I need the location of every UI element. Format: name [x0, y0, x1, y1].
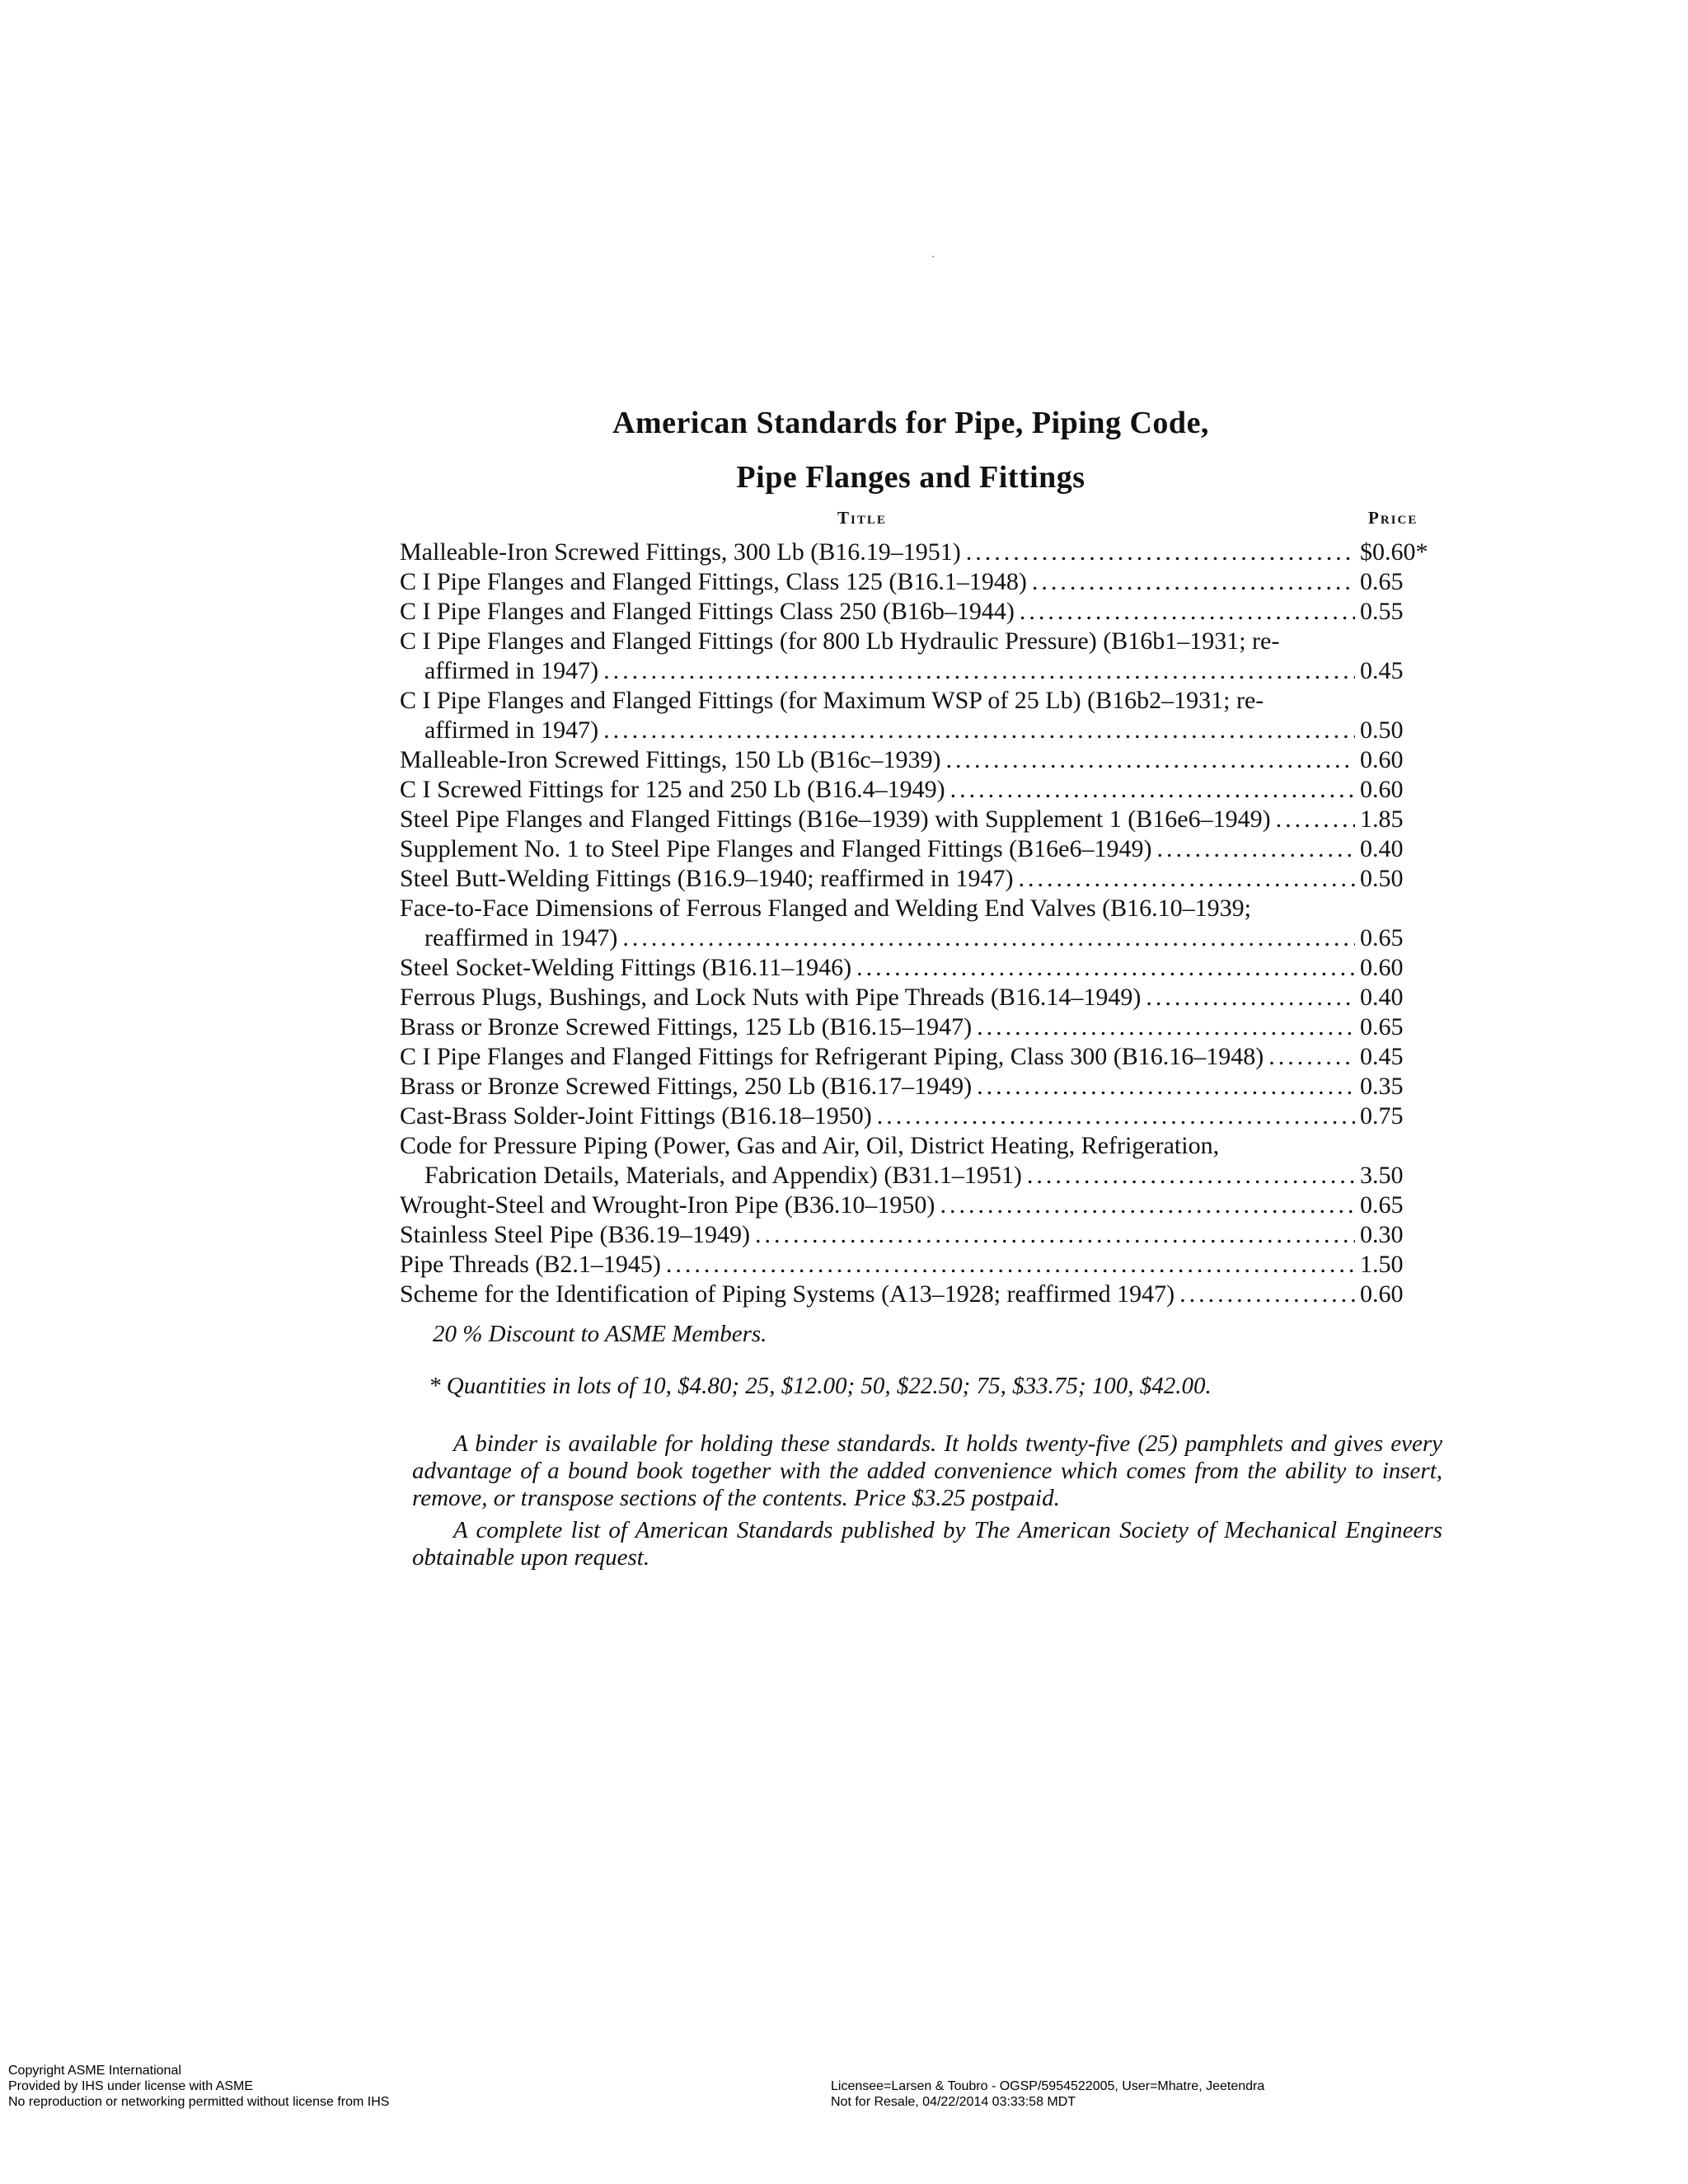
row-price: $0.60*: [1360, 538, 1428, 566]
leader-dots: [603, 656, 1355, 686]
price-row: [400, 834, 1434, 864]
discount-note: 20 % Discount to ASME Members.: [433, 1321, 767, 1347]
row-price: 0.75: [1360, 1102, 1404, 1130]
leader-dots: [1268, 1042, 1355, 1072]
row-price: 0.50: [1360, 865, 1404, 892]
row-title-line1: Code for Pressure Piping (Power, Gas and Air, Oil, District Heating, Refrigeration,: [400, 1132, 1220, 1159]
price-row: [400, 538, 1434, 567]
price-row: [400, 627, 1434, 686]
row-title: C I Screwed Fittings for 125 and 250 Lb (B16.4–1949): [400, 776, 945, 803]
row-title: Steel Socket-Welding Fittings (B16.11–1946): [400, 954, 852, 981]
price-row: [400, 1012, 1434, 1042]
row-title: Cast-Brass Solder-Joint Fittings (B16.18–1950): [400, 1102, 872, 1130]
price-list: [400, 538, 1434, 1309]
leader-dots: [1179, 1280, 1355, 1309]
row-price: 0.50: [1360, 716, 1404, 744]
row-price: 0.35: [1360, 1073, 1404, 1100]
footer-right-line: Not for Resale, 04/22/2014 03:33:58 MDT: [831, 2095, 1076, 2109]
price-row: [400, 686, 1434, 745]
leader-dots: [1020, 597, 1355, 627]
row-title-line1: C I Pipe Flanges and Flanged Fittings (for 800 Lb Hydraulic Pressure) (B16b1–1931; re-: [400, 627, 1280, 655]
price-row: [400, 775, 1434, 805]
row-title: affirmed in 1947): [424, 657, 599, 684]
quantities-note: * Quantities in lots of 10, $4.80; 25, $12.00; 50, $22.50; 75, $33.75; 100, $42.00.: [429, 1373, 1212, 1399]
row-price: 3.50: [1360, 1162, 1404, 1189]
row-title: Supplement No. 1 to Steel Pipe Flanges and Flanged Fittings (B16e6–1949): [400, 835, 1152, 862]
row-price: 0.65: [1360, 568, 1404, 595]
leader-dots: [622, 923, 1355, 953]
row-title: Wrought-Steel and Wrought-Iron Pipe (B36.10–1950): [400, 1191, 935, 1219]
footer-left: [8, 2063, 389, 2110]
row-price: 0.45: [1360, 657, 1404, 684]
price-row: [400, 1072, 1434, 1101]
leader-dots: [603, 716, 1355, 745]
row-title: Steel Pipe Flanges and Flanged Fittings (B16e–1939) with Supplement 1 (B16e6–1949): [400, 805, 1271, 833]
leader-dots: [966, 538, 1355, 567]
row-price: 0.45: [1360, 1043, 1404, 1070]
column-header-title: Title: [837, 508, 887, 528]
row-price: 0.40: [1360, 984, 1404, 1011]
price-row: [400, 953, 1434, 983]
footer-right-line: Licensee=Larsen & Toubro - OGSP/5954522005, User=Mhatre, Jeetendra: [831, 2079, 1265, 2093]
price-row: [400, 1042, 1434, 1072]
row-title: Malleable-Iron Screwed Fittings, 150 Lb (B16c–1939): [400, 746, 941, 773]
binder-note: A binder is available for holding these standards. It holds twenty-five (25) pamphlets and gives every advantage of a bound book together with the added convenience which comes from the ability to insert, remove, or transpose sections of the contents. Price $3.25 postpaid.: [412, 1430, 1442, 1511]
footer-left-line: Copyright ASME International: [8, 2064, 181, 2078]
complete-list-note: A complete list of American Standards published by The American Society of Mechanical Engineers obtainable upon request.: [412, 1517, 1442, 1571]
row-price: 0.55: [1360, 598, 1404, 625]
row-price: 0.65: [1360, 1191, 1404, 1219]
row-title: Ferrous Plugs, Bushings, and Lock Nuts with Pipe Threads (B16.14–1949): [400, 984, 1142, 1011]
page-title: [404, 396, 1418, 505]
row-price: 0.60: [1360, 1280, 1404, 1308]
row-title: C I Pipe Flanges and Flanged Fittings for Refrigerant Piping, Class 300 (B16.16–1948): [400, 1043, 1264, 1070]
leader-dots: [950, 775, 1355, 805]
leader-dots: [1027, 1161, 1355, 1191]
title-line-2: Pipe Flanges and Fittings: [736, 460, 1085, 495]
price-row: [400, 894, 1434, 953]
row-price: 0.60: [1360, 954, 1404, 981]
leader-dots: [946, 745, 1355, 775]
row-price: 0.65: [1360, 1013, 1404, 1040]
row-price: 0.60: [1360, 776, 1404, 803]
leader-dots: [1156, 834, 1355, 864]
leader-dots: [1018, 864, 1355, 894]
column-header-price: Price: [1368, 508, 1418, 528]
price-row: [400, 805, 1434, 834]
leader-dots: [1032, 567, 1355, 597]
footer-left-line: Provided by IHS under license with ASME: [8, 2079, 254, 2093]
footer-right: [831, 2078, 1264, 2110]
row-title: Pipe Threads (B2.1–1945): [400, 1251, 661, 1278]
row-price: 0.60: [1360, 746, 1404, 773]
leader-dots: [666, 1250, 1355, 1280]
row-price: 1.85: [1360, 805, 1404, 833]
leader-dots: [1146, 983, 1355, 1012]
row-title: Stainless Steel Pipe (B36.19–1949): [400, 1221, 750, 1248]
leader-dots: [940, 1191, 1355, 1220]
scan-speck: ·: [931, 251, 935, 264]
leader-dots: [977, 1012, 1355, 1042]
title-line-1: American Standards for Pipe, Piping Code,: [612, 406, 1209, 440]
row-title-line1: C I Pipe Flanges and Flanged Fittings (for Maximum WSP of 25 Lb) (B16b2–1931; re-: [400, 687, 1264, 714]
row-title: Scheme for the Identification of Piping Systems (A13–1928; reaffirmed 1947): [400, 1280, 1175, 1308]
leader-dots: [856, 953, 1355, 983]
price-row: [400, 1131, 1434, 1191]
row-title: C I Pipe Flanges and Flanged Fittings Class 250 (B16b–1944): [400, 598, 1015, 625]
price-row: [400, 745, 1434, 775]
row-title: Fabrication Details, Materials, and Appendix) (B31.1–1951): [424, 1162, 1022, 1189]
price-row: [400, 1220, 1434, 1250]
row-title-line1: Face-to-Face Dimensions of Ferrous Flanged and Welding End Valves (B16.10–1939;: [400, 895, 1251, 922]
price-row: [400, 567, 1434, 597]
price-row: [400, 1191, 1434, 1220]
price-row: [400, 983, 1434, 1012]
row-price: 0.40: [1360, 835, 1404, 862]
row-title: Brass or Bronze Screwed Fittings, 250 Lb (B16.17–1949): [400, 1073, 973, 1100]
price-row: [400, 864, 1434, 894]
price-row: [400, 1280, 1434, 1309]
row-price: 0.30: [1360, 1221, 1404, 1248]
leader-dots: [977, 1072, 1355, 1101]
leader-dots: [877, 1101, 1355, 1131]
row-title: Brass or Bronze Screwed Fittings, 125 Lb (B16.15–1947): [400, 1013, 973, 1040]
row-title: Malleable-Iron Screwed Fittings, 300 Lb (B16.19–1951): [400, 538, 961, 566]
row-title: affirmed in 1947): [424, 716, 599, 744]
price-row: [400, 597, 1434, 627]
price-row: [400, 1101, 1434, 1131]
row-price: 0.65: [1360, 924, 1404, 951]
row-title: reaffirmed in 1947): [424, 924, 618, 951]
row-title: Steel Butt-Welding Fittings (B16.9–1940; reaffirmed in 1947): [400, 865, 1014, 892]
leader-dots: [1276, 805, 1355, 834]
row-title: C I Pipe Flanges and Flanged Fittings, Class 125 (B16.1–1948): [400, 568, 1027, 595]
footer-left-line: No reproduction or networking permitted without license from IHS: [8, 2095, 390, 2109]
leader-dots: [755, 1220, 1355, 1250]
price-row: [400, 1250, 1434, 1280]
row-price: 1.50: [1360, 1251, 1404, 1278]
